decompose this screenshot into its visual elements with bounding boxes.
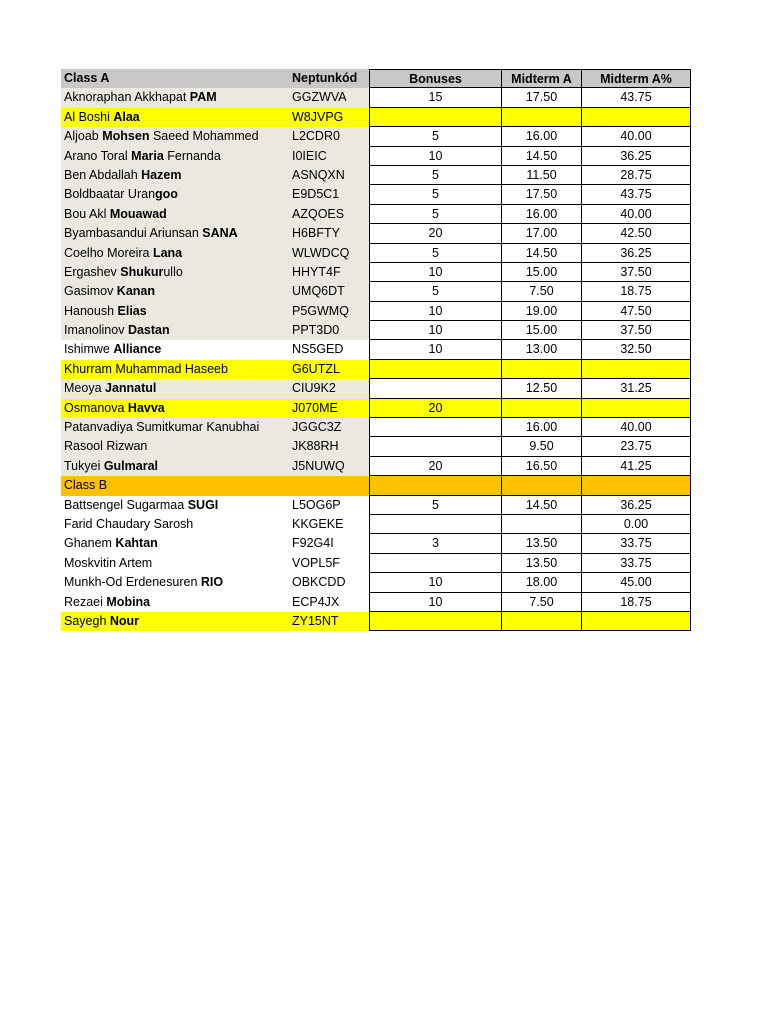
- neptun-code-cell[interactable]: JK88RH: [289, 437, 369, 456]
- table-row: [61, 147, 691, 166]
- neptun-code-cell[interactable]: NS5GED: [292, 342, 344, 357]
- table-row: [61, 496, 691, 515]
- table-row: [61, 340, 691, 359]
- neptun-code-cell[interactable]: WLWDCQ: [289, 244, 369, 263]
- midterm-a-percent-cell[interactable]: [582, 108, 691, 127]
- student-name-cell[interactable]: [61, 593, 289, 612]
- name-part: Aljoab: [64, 129, 103, 144]
- student-name-cell[interactable]: [61, 321, 289, 340]
- name-highlight: RIO: [200, 575, 224, 590]
- bonuses-cell[interactable]: [369, 612, 502, 631]
- name-highlight: Lana: [152, 245, 183, 260]
- bonuses-cell[interactable]: [369, 379, 502, 398]
- midterm-a-cell[interactable]: 15.00: [502, 321, 582, 340]
- name-part: Coelho Moreira: [64, 245, 153, 260]
- student-name-cell[interactable]: [61, 612, 289, 631]
- bonuses-cell[interactable]: 3: [369, 534, 502, 553]
- bonuses-cell[interactable]: 5: [369, 185, 502, 204]
- neptun-code-cell[interactable]: L2CDR0: [289, 127, 369, 146]
- name-part: Rezaei: [64, 594, 107, 609]
- student-name-cell[interactable]: [61, 418, 289, 437]
- name-part: Rasool Rizwan: [64, 439, 148, 454]
- name-highlight: SUGI: [187, 497, 219, 512]
- name-highlight: goo: [155, 187, 178, 202]
- table-row: [61, 127, 691, 146]
- table-row: [61, 593, 691, 612]
- midterm-a-percent-cell[interactable]: 33.75: [582, 554, 691, 573]
- table-row: [61, 302, 691, 321]
- name-part: Gasimov: [64, 284, 117, 299]
- name-highlight: Alaa: [113, 109, 140, 124]
- midterm-a-percent-cell[interactable]: 40.00: [582, 205, 691, 224]
- bonuses-cell[interactable]: 10: [369, 340, 502, 359]
- student-name-cell[interactable]: [61, 573, 289, 592]
- table-row: [61, 205, 691, 224]
- table-row: [61, 379, 691, 398]
- midterm-a-percent-cell[interactable]: 36.25: [582, 496, 691, 515]
- name-part: Imanolinov: [64, 323, 128, 338]
- name-part: ullo: [163, 264, 183, 279]
- neptun-code-cell[interactable]: E9D5C1: [289, 185, 369, 204]
- name-highlight: Kahtan: [115, 536, 158, 551]
- header-class-a[interactable]: Class A: [61, 69, 289, 88]
- student-name-cell[interactable]: [61, 166, 289, 185]
- neptun-code-cell[interactable]: W8JVPG: [289, 108, 369, 127]
- student-name-cell[interactable]: [61, 263, 289, 282]
- bonuses-cell[interactable]: [369, 108, 502, 127]
- name-highlight: Jannatul: [105, 381, 157, 396]
- neptun-code-cell[interactable]: VOPL5F: [292, 555, 340, 570]
- name-highlight: Alliance: [113, 342, 162, 357]
- midterm-a-percent-cell[interactable]: [582, 360, 691, 379]
- midterm-a-cell[interactable]: 17.50: [502, 185, 582, 204]
- midterm-a-cell[interactable]: 9.50: [502, 437, 582, 456]
- name-part: Arano Toral: [64, 148, 132, 163]
- table-row: [61, 534, 691, 553]
- neptun-code-cell[interactable]: I0IEIC: [289, 147, 369, 166]
- midterm-a-percent-cell[interactable]: 47.50: [582, 302, 691, 321]
- bonuses-cell[interactable]: 5: [369, 166, 502, 185]
- neptun-code-cell[interactable]: UMQ6DT: [289, 282, 369, 301]
- table-row: [61, 457, 691, 476]
- midterm-a-percent-cell[interactable]: 32.50: [582, 340, 691, 359]
- name-part: Byambasandui Ariunsan: [64, 226, 203, 241]
- name-highlight: SANA: [202, 226, 238, 241]
- bonuses-cell[interactable]: 5: [369, 127, 502, 146]
- neptun-code-cell[interactable]: PPT3D0: [289, 321, 369, 340]
- midterm-a-percent-cell[interactable]: 37.50: [582, 263, 691, 282]
- neptun-code-cell[interactable]: G6UTZL: [289, 360, 369, 379]
- student-name-cell[interactable]: [61, 399, 289, 418]
- name-part: Hanoush: [64, 303, 118, 318]
- name-part: Moskvitin Artem: [64, 555, 153, 570]
- student-name-cell[interactable]: [61, 282, 289, 301]
- name-highlight: Gulmaral: [103, 458, 159, 473]
- neptun-code-cell[interactable]: F92G4I: [292, 536, 334, 551]
- neptun-code-cell[interactable]: CIU9K2: [289, 379, 369, 398]
- name-highlight: Mohsen: [102, 129, 150, 144]
- name-highlight: Maria: [131, 148, 164, 163]
- bonuses-cell[interactable]: [369, 515, 502, 534]
- midterm-a-cell[interactable]: 17.50: [502, 88, 582, 107]
- bonuses-cell[interactable]: 10: [369, 593, 502, 612]
- student-name-cell[interactable]: [61, 360, 289, 379]
- name-highlight: Shukur: [120, 264, 164, 279]
- midterm-a-percent-cell[interactable]: 31.25: [582, 379, 691, 398]
- midterm-a-cell[interactable]: 7.50: [502, 593, 582, 612]
- name-part: Ghanem: [64, 536, 116, 551]
- midterm-a-cell[interactable]: 17.00: [502, 224, 582, 243]
- bonuses-cell[interactable]: 20: [369, 399, 502, 418]
- name-part: Ben Abdallah: [64, 167, 142, 182]
- name-part: Khurram Muhammad Haseeb: [64, 361, 228, 376]
- midterm-a-cell[interactable]: 16.00: [502, 205, 582, 224]
- neptun-code-cell[interactable]: H6BFTY: [289, 224, 369, 243]
- neptun-code-cell[interactable]: AZQOES: [289, 205, 369, 224]
- midterm-a-cell[interactable]: 19.00: [502, 302, 582, 321]
- student-name-cell[interactable]: [61, 554, 289, 573]
- name-part: Munkh-Od Erdenesuren: [64, 575, 201, 590]
- midterm-a-percent-cell[interactable]: 45.00: [582, 573, 691, 592]
- student-name-cell[interactable]: [61, 147, 289, 166]
- header-neptun-code[interactable]: Neptunkód: [289, 69, 369, 88]
- midterm-a-percent-cell[interactable]: 28.75: [582, 166, 691, 185]
- midterm-a-percent-cell[interactable]: 36.25: [582, 244, 691, 263]
- student-name-cell[interactable]: [61, 379, 289, 398]
- bonuses-cell[interactable]: 5: [369, 205, 502, 224]
- midterm-a-cell[interactable]: [502, 399, 582, 418]
- bonuses-cell[interactable]: 10: [369, 573, 502, 592]
- midterm-a-percent-cell[interactable]: 43.75: [582, 88, 691, 107]
- student-name-cell[interactable]: [61, 496, 289, 515]
- midterm-a-percent-cell[interactable]: 0.00: [582, 515, 691, 534]
- neptun-code-cell[interactable]: [289, 476, 369, 495]
- neptun-code-cell[interactable]: KKGEKE: [292, 516, 344, 531]
- name-highlight: Hazem: [141, 167, 182, 182]
- midterm-a-percent-cell[interactable]: 18.75: [582, 593, 691, 612]
- midterm-a-cell[interactable]: [502, 515, 582, 534]
- midterm-a-cell[interactable]: 13.00: [502, 340, 582, 359]
- midterm-a-cell[interactable]: 14.50: [502, 147, 582, 166]
- name-part: Al Boshi: [64, 109, 114, 124]
- table-row: [61, 399, 691, 418]
- name-part: Bou Akl: [64, 206, 110, 221]
- student-name-cell[interactable]: [61, 457, 289, 476]
- midterm-a-cell[interactable]: 14.50: [502, 496, 582, 515]
- header-row: [61, 69, 691, 88]
- midterm-a-cell[interactable]: 16.00: [502, 127, 582, 146]
- header-bonuses[interactable]: Bonuses: [369, 69, 502, 88]
- bonuses-cell[interactable]: [369, 418, 502, 437]
- name-part: Class B: [64, 478, 108, 493]
- neptun-code-cell[interactable]: ASNQXN: [289, 166, 369, 185]
- table-row: [61, 224, 691, 243]
- midterm-a-cell[interactable]: 13.50: [502, 534, 582, 553]
- name-highlight: Dastan: [127, 323, 170, 338]
- name-highlight: Havva: [127, 400, 165, 415]
- neptun-code-cell[interactable]: L5OG6P: [292, 497, 341, 512]
- bonuses-cell[interactable]: [369, 437, 502, 456]
- neptun-code-cell[interactable]: J070ME: [289, 399, 369, 418]
- midterm-a-cell[interactable]: 14.50: [502, 244, 582, 263]
- name-part: Tukyei: [64, 458, 104, 473]
- name-part: Sayegh: [64, 613, 110, 628]
- neptun-code-cell[interactable]: ECP4JX: [292, 594, 340, 609]
- midterm-a-cell[interactable]: 15.00: [502, 263, 582, 282]
- midterm-a-cell[interactable]: 11.50: [502, 166, 582, 185]
- midterm-a-cell[interactable]: 12.50: [502, 379, 582, 398]
- bonuses-cell[interactable]: 5: [369, 244, 502, 263]
- table-row: [61, 166, 691, 185]
- midterm-a-cell[interactable]: 16.50: [502, 457, 582, 476]
- bonuses-cell[interactable]: 10: [369, 302, 502, 321]
- table-row: [61, 282, 691, 301]
- grade-sheet: [61, 69, 691, 631]
- header-midterm-a-percent[interactable]: Midterm A%: [582, 69, 691, 88]
- bonuses-cell[interactable]: [369, 360, 502, 379]
- table-row: [61, 185, 691, 204]
- student-name-cell[interactable]: [61, 340, 289, 359]
- table-row: [61, 554, 691, 573]
- midterm-a-cell[interactable]: [502, 476, 582, 495]
- midterm-a-percent-cell[interactable]: 42.50: [582, 224, 691, 243]
- midterm-a-percent-cell[interactable]: 40.00: [582, 418, 691, 437]
- name-part: Meoya: [64, 381, 105, 396]
- student-name-cell[interactable]: [61, 127, 289, 146]
- name-highlight: Mobina: [106, 594, 151, 609]
- table-row: [61, 360, 691, 379]
- midterm-a-percent-cell[interactable]: 33.75: [582, 534, 691, 553]
- table-row: [61, 418, 691, 437]
- name-part: Boldbaatar Uran: [64, 187, 156, 202]
- neptun-code-cell[interactable]: P5GWMQ: [289, 302, 369, 321]
- midterm-a-cell[interactable]: 7.50: [502, 282, 582, 301]
- table-row: [61, 515, 691, 534]
- bonuses-cell[interactable]: 10: [369, 263, 502, 282]
- name-part: Fernanda: [163, 148, 221, 163]
- student-name-cell[interactable]: [61, 437, 289, 456]
- bonuses-cell[interactable]: 5: [369, 282, 502, 301]
- table-row: [61, 108, 691, 127]
- table-row: [61, 88, 691, 107]
- name-part: Farid Chaudary Sarosh: [64, 516, 194, 531]
- name-highlight: Mouawad: [109, 206, 167, 221]
- name-highlight: Nour: [109, 613, 140, 628]
- student-name-cell[interactable]: [61, 185, 289, 204]
- neptun-code-cell[interactable]: HHYT4F: [289, 263, 369, 282]
- bonuses-cell[interactable]: [369, 554, 502, 573]
- bonuses-cell[interactable]: 20: [369, 457, 502, 476]
- bonuses-cell[interactable]: 5: [369, 496, 502, 515]
- midterm-a-cell[interactable]: 16.00: [502, 418, 582, 437]
- name-part: Ishimwe: [64, 342, 114, 357]
- table-row: [61, 612, 691, 631]
- section-header-row: [61, 476, 691, 495]
- name-part: Battsengel Sugarmaa: [64, 497, 188, 512]
- name-part: Ergashev: [64, 264, 121, 279]
- name-part: Osmanova: [64, 400, 128, 415]
- name-highlight: PAM: [189, 90, 217, 105]
- student-name-cell[interactable]: [61, 224, 289, 243]
- table-row: [61, 244, 691, 263]
- midterm-a-percent-cell[interactable]: 40.00: [582, 127, 691, 146]
- name-part: Patanvadiya Sumitkumar Kanubhai: [64, 420, 260, 435]
- student-name-cell[interactable]: [61, 205, 289, 224]
- table-row: [61, 573, 691, 592]
- midterm-a-cell[interactable]: 18.00: [502, 573, 582, 592]
- neptun-code-cell[interactable]: JGGC3Z: [289, 418, 369, 437]
- midterm-a-percent-cell[interactable]: 23.75: [582, 437, 691, 456]
- name-part: Aknoraphan Akkhapat: [64, 90, 190, 105]
- midterm-a-percent-cell[interactable]: [582, 476, 691, 495]
- neptun-code-cell[interactable]: OBKCDD: [292, 575, 346, 590]
- student-name-cell[interactable]: [61, 476, 289, 495]
- midterm-a-cell[interactable]: 13.50: [502, 554, 582, 573]
- bonuses-cell[interactable]: 10: [369, 321, 502, 340]
- student-name-cell[interactable]: [61, 534, 289, 553]
- student-name-cell[interactable]: [61, 88, 289, 107]
- midterm-a-cell[interactable]: [502, 360, 582, 379]
- bonuses-cell[interactable]: 20: [369, 224, 502, 243]
- student-name-cell[interactable]: [61, 244, 289, 263]
- bonuses-cell[interactable]: [369, 476, 502, 495]
- midterm-a-cell[interactable]: [502, 108, 582, 127]
- midterm-a-percent-cell[interactable]: 36.25: [582, 147, 691, 166]
- midterm-a-percent-cell[interactable]: 37.50: [582, 321, 691, 340]
- midterm-a-percent-cell[interactable]: [582, 399, 691, 418]
- table-row: [61, 437, 691, 456]
- name-highlight: Elias: [117, 303, 147, 318]
- midterm-a-percent-cell[interactable]: 18.75: [582, 282, 691, 301]
- bonuses-cell[interactable]: 15: [369, 88, 502, 107]
- student-name-cell[interactable]: [61, 302, 289, 321]
- midterm-a-percent-cell[interactable]: 43.75: [582, 185, 691, 204]
- name-highlight: Kanan: [116, 284, 155, 299]
- student-name-cell[interactable]: [61, 515, 289, 534]
- midterm-a-percent-cell[interactable]: 41.25: [582, 457, 691, 476]
- bonuses-cell[interactable]: 10: [369, 147, 502, 166]
- neptun-code-cell[interactable]: ZY15NT: [289, 612, 369, 631]
- name-part: Saeed Mohammed: [149, 129, 259, 144]
- header-midterm-a[interactable]: Midterm A: [502, 69, 582, 88]
- table-row: [61, 321, 691, 340]
- neptun-code-cell[interactable]: J5NUWQ: [289, 457, 369, 476]
- table-body: [61, 88, 691, 631]
- midterm-a-cell[interactable]: [502, 612, 582, 631]
- neptun-code-cell[interactable]: GGZWVA: [289, 88, 369, 107]
- student-name-cell[interactable]: [61, 108, 289, 127]
- midterm-a-percent-cell[interactable]: [582, 612, 691, 631]
- table-row: [61, 263, 691, 282]
